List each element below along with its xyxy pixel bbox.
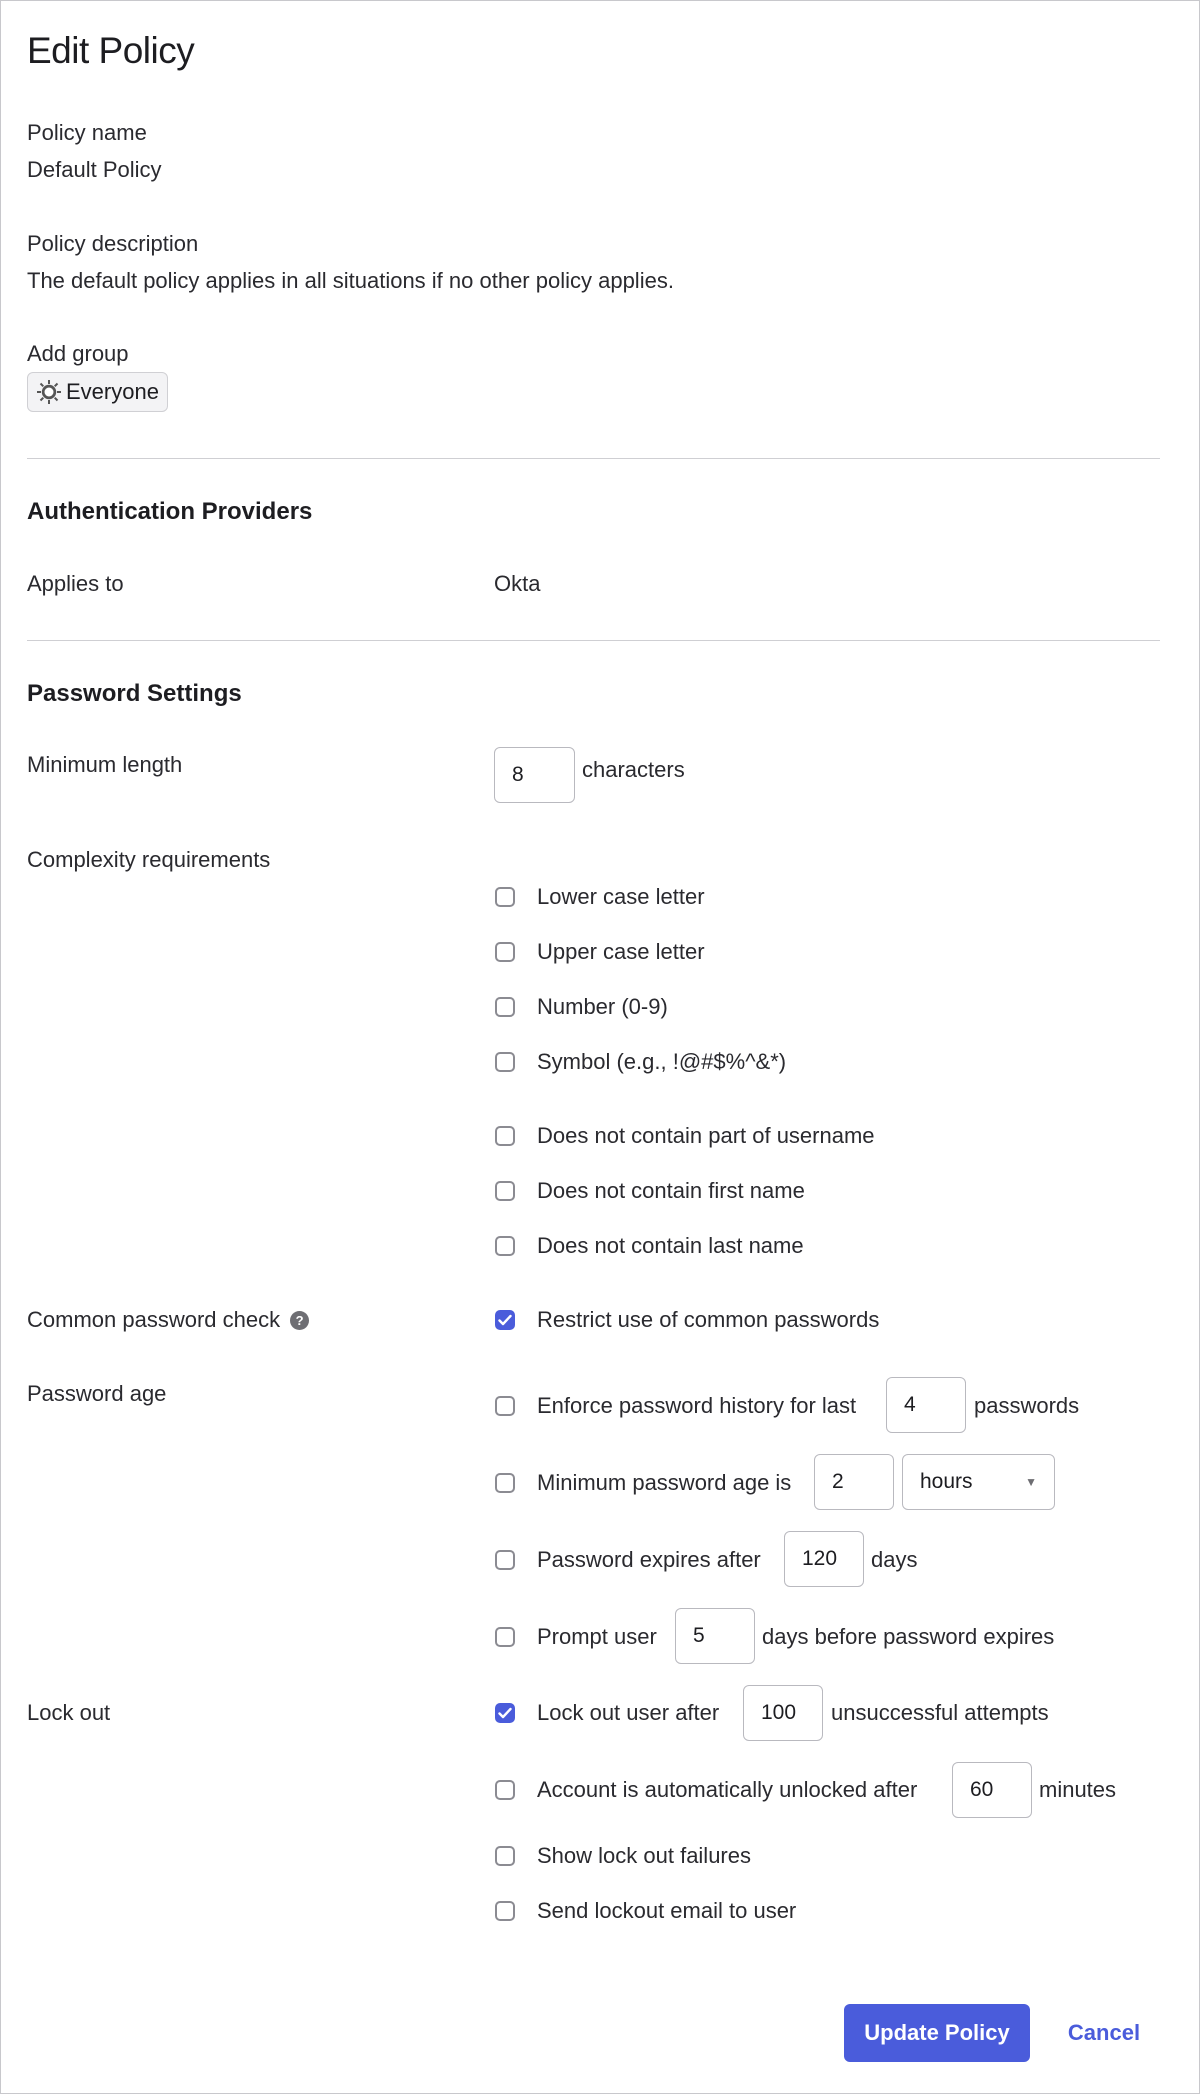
history-count-input[interactable]: 4 bbox=[886, 1377, 966, 1433]
expires-checkbox[interactable] bbox=[495, 1550, 515, 1570]
uppercase-label: Upper case letter bbox=[537, 939, 705, 964]
common-check-label-row bbox=[27, 1307, 309, 1333]
symbol-checkbox[interactable] bbox=[495, 1052, 515, 1072]
prompt-suffix: days before password expires bbox=[762, 1624, 1055, 1649]
applies-to-value: Okta bbox=[494, 571, 541, 596]
common-password-option: Restrict use of common passwords bbox=[537, 1307, 880, 1332]
lockout-after-suffix: unsuccessful attempts bbox=[831, 1700, 1049, 1725]
min-age-prefix: Minimum password age is bbox=[537, 1470, 792, 1495]
auto-unlock-suffix: minutes bbox=[1039, 1777, 1117, 1802]
section-divider bbox=[27, 458, 1160, 459]
policy-description-label: Policy description bbox=[27, 231, 199, 256]
prompt-days-input[interactable]: 5 bbox=[675, 1608, 755, 1664]
number-label: Number (0-9) bbox=[537, 994, 668, 1019]
update-policy-button[interactable]: Update Policy bbox=[844, 2004, 1030, 2062]
show-failures-checkbox[interactable] bbox=[495, 1846, 515, 1866]
section-divider bbox=[27, 640, 1160, 641]
history-suffix: passwords bbox=[974, 1393, 1080, 1418]
lockout-after-checkbox[interactable] bbox=[495, 1703, 515, 1723]
checkmark-icon bbox=[498, 1314, 512, 1326]
lowercase-checkbox[interactable] bbox=[495, 887, 515, 907]
auth-providers-heading: Authentication Providers bbox=[27, 498, 313, 525]
applies-to-label: Applies to bbox=[27, 571, 124, 596]
min-length-unit: characters bbox=[582, 757, 685, 782]
lockout-after-prefix: Lock out user after bbox=[537, 1700, 720, 1725]
min-age-checkbox[interactable] bbox=[495, 1473, 515, 1493]
policy-name-label: Policy name bbox=[27, 120, 147, 145]
help-icon[interactable]: ? bbox=[290, 1311, 309, 1330]
min-age-unit-value: hours bbox=[920, 1470, 973, 1493]
expires-prefix: Password expires after bbox=[537, 1547, 761, 1572]
page-title: Edit Policy bbox=[27, 30, 195, 71]
symbol-label: Symbol (e.g., !@#$%^&*) bbox=[537, 1049, 787, 1074]
min-length-label: Minimum length bbox=[27, 752, 183, 777]
common-password-checkbox[interactable] bbox=[495, 1310, 515, 1330]
min-length-input[interactable]: 8 bbox=[494, 747, 575, 803]
common-check-label: Common password check bbox=[27, 1307, 281, 1332]
cancel-button[interactable]: Cancel bbox=[1067, 2020, 1141, 2045]
add-group-label: Add group bbox=[27, 341, 129, 366]
auto-unlock-minutes-input[interactable]: 60 bbox=[952, 1762, 1032, 1818]
lowercase-label: Lower case letter bbox=[537, 884, 705, 909]
send-email-checkbox[interactable] bbox=[495, 1901, 515, 1921]
uppercase-checkbox[interactable] bbox=[495, 942, 515, 962]
history-prefix: Enforce password history for last bbox=[537, 1393, 857, 1418]
password-age-label: Password age bbox=[27, 1381, 167, 1406]
expires-suffix: days bbox=[871, 1547, 918, 1572]
lockout-attempts-input[interactable]: 100 bbox=[743, 1685, 823, 1741]
complexity-label: Complexity requirements bbox=[27, 847, 271, 872]
policy-description-value: The default policy applies in all situations if no other policy applies. bbox=[27, 268, 674, 293]
no-last-name-checkbox[interactable] bbox=[495, 1236, 515, 1256]
chevron-down-icon: ▼ bbox=[1025, 1475, 1037, 1489]
no-first-name-label: Does not contain first name bbox=[537, 1178, 805, 1203]
lockout-label: Lock out bbox=[27, 1700, 111, 1725]
number-checkbox[interactable] bbox=[495, 997, 515, 1017]
policy-name-value: Default Policy bbox=[27, 157, 162, 182]
min-age-unit-select[interactable] bbox=[902, 1454, 1055, 1510]
show-failures-label: Show lock out failures bbox=[537, 1843, 751, 1868]
prompt-checkbox[interactable] bbox=[495, 1627, 515, 1647]
auto-unlock-prefix: Account is automatically unlocked after bbox=[537, 1777, 918, 1802]
group-chip-everyone[interactable] bbox=[27, 372, 168, 412]
password-settings-heading: Password Settings bbox=[27, 680, 242, 707]
expires-days-input[interactable]: 120 bbox=[784, 1531, 864, 1587]
no-username-checkbox[interactable] bbox=[495, 1126, 515, 1146]
prompt-prefix: Prompt user bbox=[537, 1624, 657, 1649]
no-last-name-label: Does not contain last name bbox=[537, 1233, 804, 1258]
auto-unlock-checkbox[interactable] bbox=[495, 1780, 515, 1800]
everyone-group-icon bbox=[36, 379, 62, 405]
send-email-label: Send lockout email to user bbox=[537, 1898, 797, 1923]
no-username-label: Does not contain part of username bbox=[537, 1123, 875, 1148]
min-age-input[interactable]: 2 bbox=[814, 1454, 894, 1510]
checkmark-icon bbox=[498, 1707, 512, 1719]
history-checkbox[interactable] bbox=[495, 1396, 515, 1416]
group-chip-label: Everyone bbox=[66, 379, 159, 404]
no-first-name-checkbox[interactable] bbox=[495, 1181, 515, 1201]
